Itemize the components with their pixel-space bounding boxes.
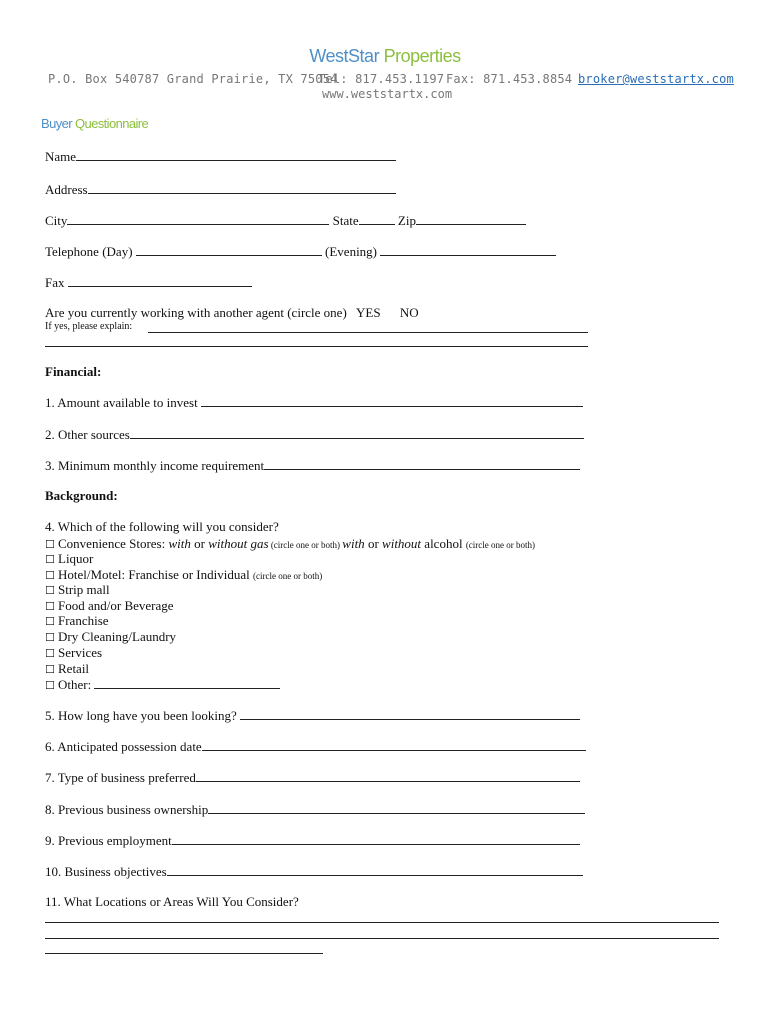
q8-label: 8. Previous business ownership [45,802,209,817]
option-label: Services [58,645,103,660]
checkbox-icon[interactable]: ☐ [45,647,55,660]
q1-row [45,394,583,411]
company-email-link[interactable]: broker@weststartx.com [578,72,734,86]
form-title-part1: Buyer [41,116,72,131]
q11-label: 11. What Locations or Areas Will You Consider? [45,894,299,909]
q6-row [45,738,586,755]
without-gas-option[interactable]: without gas [208,536,269,551]
form-title-part2: Questionnaire [71,116,149,131]
state-line[interactable] [359,212,395,225]
checkbox-icon[interactable]: ☐ [45,663,55,676]
name-label: Name [45,149,77,164]
telephone-row [45,243,556,260]
address-label: Address [45,182,88,197]
q7-row [45,769,580,786]
company-brand [0,46,770,67]
option-franchise[interactable] [45,613,109,629]
option-label: Hotel/Motel: Franchise or Individual [58,567,253,582]
option-label: Dry Cleaning/Laundry [58,629,177,644]
q3-line[interactable] [264,457,580,470]
telephone-evening-line[interactable] [380,243,556,256]
explain-line-2[interactable] [45,346,588,347]
or-text: or [190,536,209,551]
agent-question-row [45,305,419,321]
other-line[interactable] [94,676,280,689]
address-line[interactable] [88,181,396,194]
company-fax: Fax: 871.453.8854 [446,72,573,86]
name-field-row [45,148,396,165]
option-dry-cleaning[interactable] [45,629,176,645]
q7-label: 7. Type of business preferred [45,770,196,785]
q2-label: 2. Other sources [45,427,130,442]
alcohol-text: alcohol [421,536,466,551]
city-state-zip-row [45,212,526,229]
circle-note: (circle one or both) [268,540,343,550]
brand-name-part2: Properties [379,46,461,66]
company-address: P.O. Box 540787 Grand Prairie, TX 75054 [48,72,338,86]
q3-row [45,457,580,474]
fax-line[interactable] [68,274,252,287]
option-convenience-stores[interactable] [45,536,535,552]
q11-line-3[interactable] [45,953,323,954]
q3-label: 3. Minimum monthly income requirement [45,458,265,473]
q11-line-1[interactable] [45,922,719,923]
with-alcohol-option[interactable]: with [342,536,365,551]
q10-line[interactable] [167,863,583,876]
q1-line[interactable] [201,394,583,407]
with-gas-option[interactable]: with [168,536,191,551]
q6-line[interactable] [202,738,586,751]
checkbox-icon[interactable]: ☐ [45,553,55,566]
circle-note: (circle one or both) [465,540,536,550]
q4-label: 4. Which of the following will you consider? [45,519,279,534]
telephone-evening-label: (Evening) [325,244,378,259]
checkbox-icon[interactable]: ☐ [45,615,55,628]
option-retail[interactable] [45,661,89,677]
q9-label: 9. Previous employment [45,833,172,848]
city-label: City [45,213,68,228]
financial-heading: Financial: [45,364,102,379]
option-label: Convenience Stores: [58,536,169,551]
no-option[interactable]: NO [399,305,419,320]
city-line[interactable] [67,212,329,225]
brand-name-part1: WestStar [309,46,380,66]
zip-label: Zip [397,213,416,228]
background-heading: Background: [45,488,118,503]
checkbox-icon[interactable]: ☐ [45,538,55,551]
q11-line-2[interactable] [45,938,719,939]
or-text: or [364,536,383,551]
telephone-day-line[interactable] [136,243,322,256]
q2-row [45,426,584,443]
option-label: Other: [58,677,92,692]
checkbox-icon[interactable]: ☐ [45,679,55,692]
option-liquor[interactable] [45,551,93,567]
q5-line[interactable] [240,707,580,720]
agent-question-text: Are you currently working with another agent (circle one) [45,305,347,320]
company-website[interactable]: www.weststartx.com [322,87,453,101]
q1-label: 1. Amount available to invest [45,395,198,410]
fax-row [45,274,252,291]
q9-row [45,832,580,849]
address-field-row [45,181,396,198]
without-alcohol-option[interactable]: without [382,536,422,551]
fax-label: Fax [45,275,65,290]
option-services[interactable] [45,645,102,661]
telephone-day-label: Telephone (Day) [45,244,133,259]
circle-note: (circle one or both) [252,571,323,581]
explain-line-1[interactable] [148,332,588,333]
name-line[interactable] [76,148,396,161]
q2-line[interactable] [130,426,584,439]
option-label: Franchise [58,613,109,628]
form-title [41,116,148,131]
yes-option[interactable]: YES [356,305,381,320]
zip-line[interactable] [416,212,526,225]
state-label: State [332,213,359,228]
q6-label: 6. Anticipated possession date [45,739,202,754]
checkbox-icon[interactable]: ☐ [45,584,55,597]
option-strip-mall[interactable] [45,582,110,598]
q9-line[interactable] [172,832,580,845]
option-label: Liquor [58,551,94,566]
option-hotel-motel[interactable] [45,567,322,583]
q8-row [45,801,585,818]
company-telephone: Tel: 817.453.1197 [318,72,445,86]
checkbox-icon[interactable]: ☐ [45,631,55,644]
q5-label: 5. How long have you been looking? [45,708,237,723]
q8-line[interactable] [208,801,585,814]
if-yes-explain-label: If yes, please explain: [45,321,133,332]
option-label: Strip mall [58,582,110,597]
q5-row [45,707,580,724]
q10-label: 10. Business objectives [45,864,167,879]
q7-line[interactable] [196,769,580,782]
checkbox-icon[interactable]: ☐ [45,600,55,613]
q10-row [45,863,583,880]
option-other[interactable] [45,676,280,693]
checkbox-icon[interactable]: ☐ [45,569,55,582]
option-label: Food and/or Beverage [58,598,174,613]
option-food-beverage[interactable] [45,598,174,614]
option-label: Retail [58,661,90,676]
